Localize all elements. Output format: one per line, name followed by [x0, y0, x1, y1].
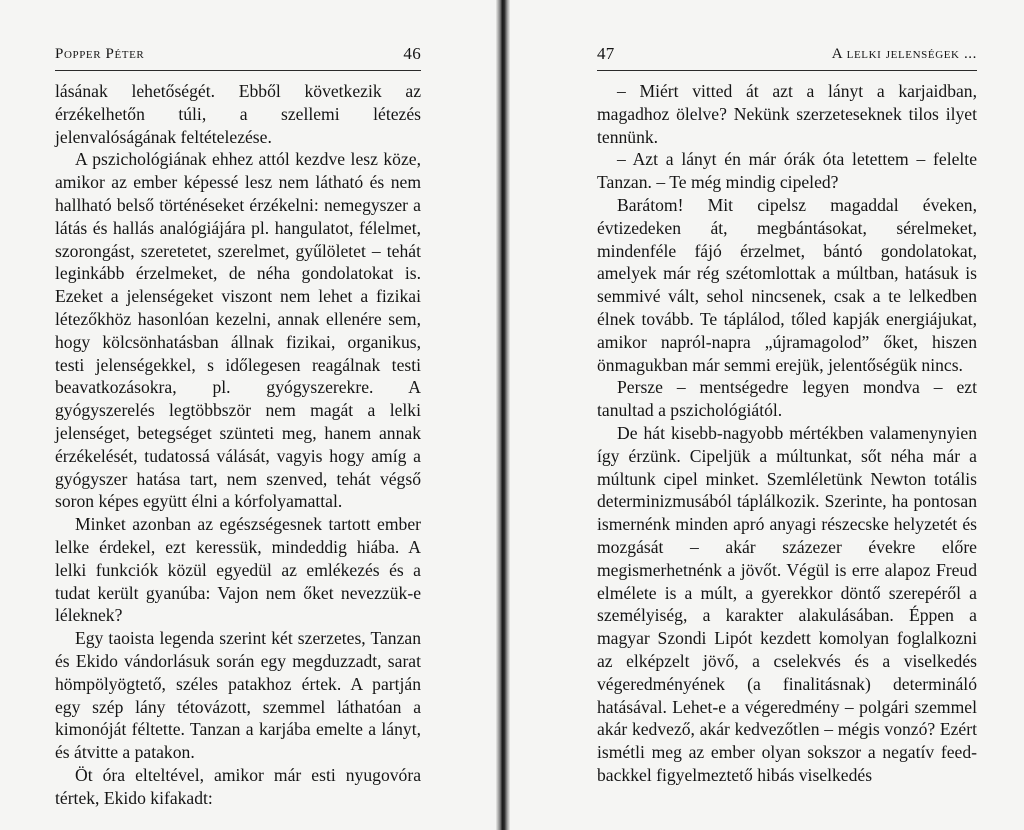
running-head-chapter: A lelki jelenségek ... — [831, 46, 977, 62]
paragraph: Minket azonban az egészségesnek tartott ember lelke érdekel, ezt keressük, mindeddig hiába. A lelki funkciók közül egyedül az emlékezés és a tudat került gyanúba: Vajon nem őket nevezzük-e léleknek? — [55, 514, 421, 626]
right-page-body — [597, 80, 977, 787]
header-rule-right — [597, 70, 977, 71]
dialog-paragraph: – Azt a lányt én már órák óta letettem – felelte Tanzan. – Te még mindig cipeled? — [597, 149, 977, 193]
page-number-right: 47 — [597, 44, 615, 63]
running-head-author: Popper Péter — [55, 46, 145, 62]
left-page-body — [55, 80, 421, 810]
dialog-paragraph: – Miért vitted át azt a lányt a karjaidban, magadhoz ölelve? Nekünk szerzeteseknek tilos ilyet tennünk. — [597, 81, 977, 147]
right-page — [510, 0, 1024, 830]
paragraph: Barátom! Mit cipelsz magaddal éveken, évtizedeken át, megbántásokat, sérelmeket, mindenféle fájó érzelmet, bántó gondolatokat, amelyek már rég szétomlottak a múltban, hatásuk is semmivé vált, sehol nincsenek, csak a te lelkedben élnek tovább. Te táplálod, tőled kapják energiájukat, amikor napról-napra „újramagolod” őket, hiszen önmagukban már semmi erejük, jelentőségük nincs. — [597, 194, 977, 375]
book-gutter — [496, 0, 510, 830]
paragraph: Egy taoista legenda szerint két szerzetes, Tanzan és Ekido vándorlásuk során egy megduzzadt, sarat hömpölyögtető, széles patakhoz értek. A partján egy szép lány tétovázott, szemmel láthatóan a kimonóját féltette. Tanzan a karjába emelte a lányt, és átvitte a patakon. — [55, 628, 421, 763]
right-page-header — [597, 44, 977, 68]
left-page-header — [55, 44, 421, 68]
left-page — [0, 0, 496, 830]
paragraph: Persze – mentségedre legyen mondva – ezt tanultad a pszichológiától. — [597, 377, 977, 421]
paragraph: Öt óra elteltével, amikor már esti nyugovóra tértek, Ekido kifakadt: — [55, 764, 421, 808]
header-rule-left — [55, 70, 421, 71]
page-number-left: 46 — [403, 44, 421, 63]
paragraph: lásának lehetőségét. Ebből következik az érzékelhetőn túli, a szellemi létezés jelenvalóságának feltételezése. — [55, 81, 421, 147]
paragraph: A pszichológiának ehhez attól kezdve lesz köze, amikor az ember képessé lesz nem látható és nem hallható belső történéseket érzékelni: nemegyszer a látás és hallás analógiájára pl. hangulatot, félelmet, szorongást, szeretetet, szerelmet, gyűlöletet – tehát leginkább érzelmeket, de néha gondolatokat is. Ezeket a jelenségeket viszont nem lehet a fizikai létezőkhöz hasonlóan kezelni, annak ellenére sem, hogy kölcsönhatásban állnak fizikai, organikus, testi jelenségekkel, s időlegesen reagálnak testi beavatkozásokra, pl. gyógyszerekre. A gyógyszerelés legtöbbször nem magát a lelki jelenséget, betegséget szünteti meg, hanem annak érzékelését, tudatossá válását, vagyis hogy amíg a gyógyszer hatása tart, nem szenved, tehát végső soron képes együtt élni a kórfolyamattal. — [55, 149, 421, 512]
paragraph: De hát kisebb-nagyobb mértékben valamenynyien így érzünk. Cipeljük a múltunkat, sőt néha már a múltunk cipel minket. Szemléletünk Newton totális determinizmusából táplálkozik. Szerinte, ha pontosan ismernénk minden apró anyagi részecske helyzetét és mozgását – akár százezer évekre előre megismerhetnénk a jövőt. Végül is erre alapoz Freud elmélete is a múlt, a gyerekkor döntő szerepéről a személyiség, a karakter alakulásában. Éppen a magyar Szondi Lipót kezdett komolyan foglalkozni az elképzelt jövő, a cselekvés és a viselkedés végeredményének (a finalitásnak) determináló hatásával. Lehet-e a végeredmény – polgári szemmel akár kedvező, akár kedvezőtlen – mégis vonzó? Ezért ismétli meg az ember olyan sokszor a negatív feed-backkel figyelmeztető hibás viselkedés — [597, 422, 977, 785]
